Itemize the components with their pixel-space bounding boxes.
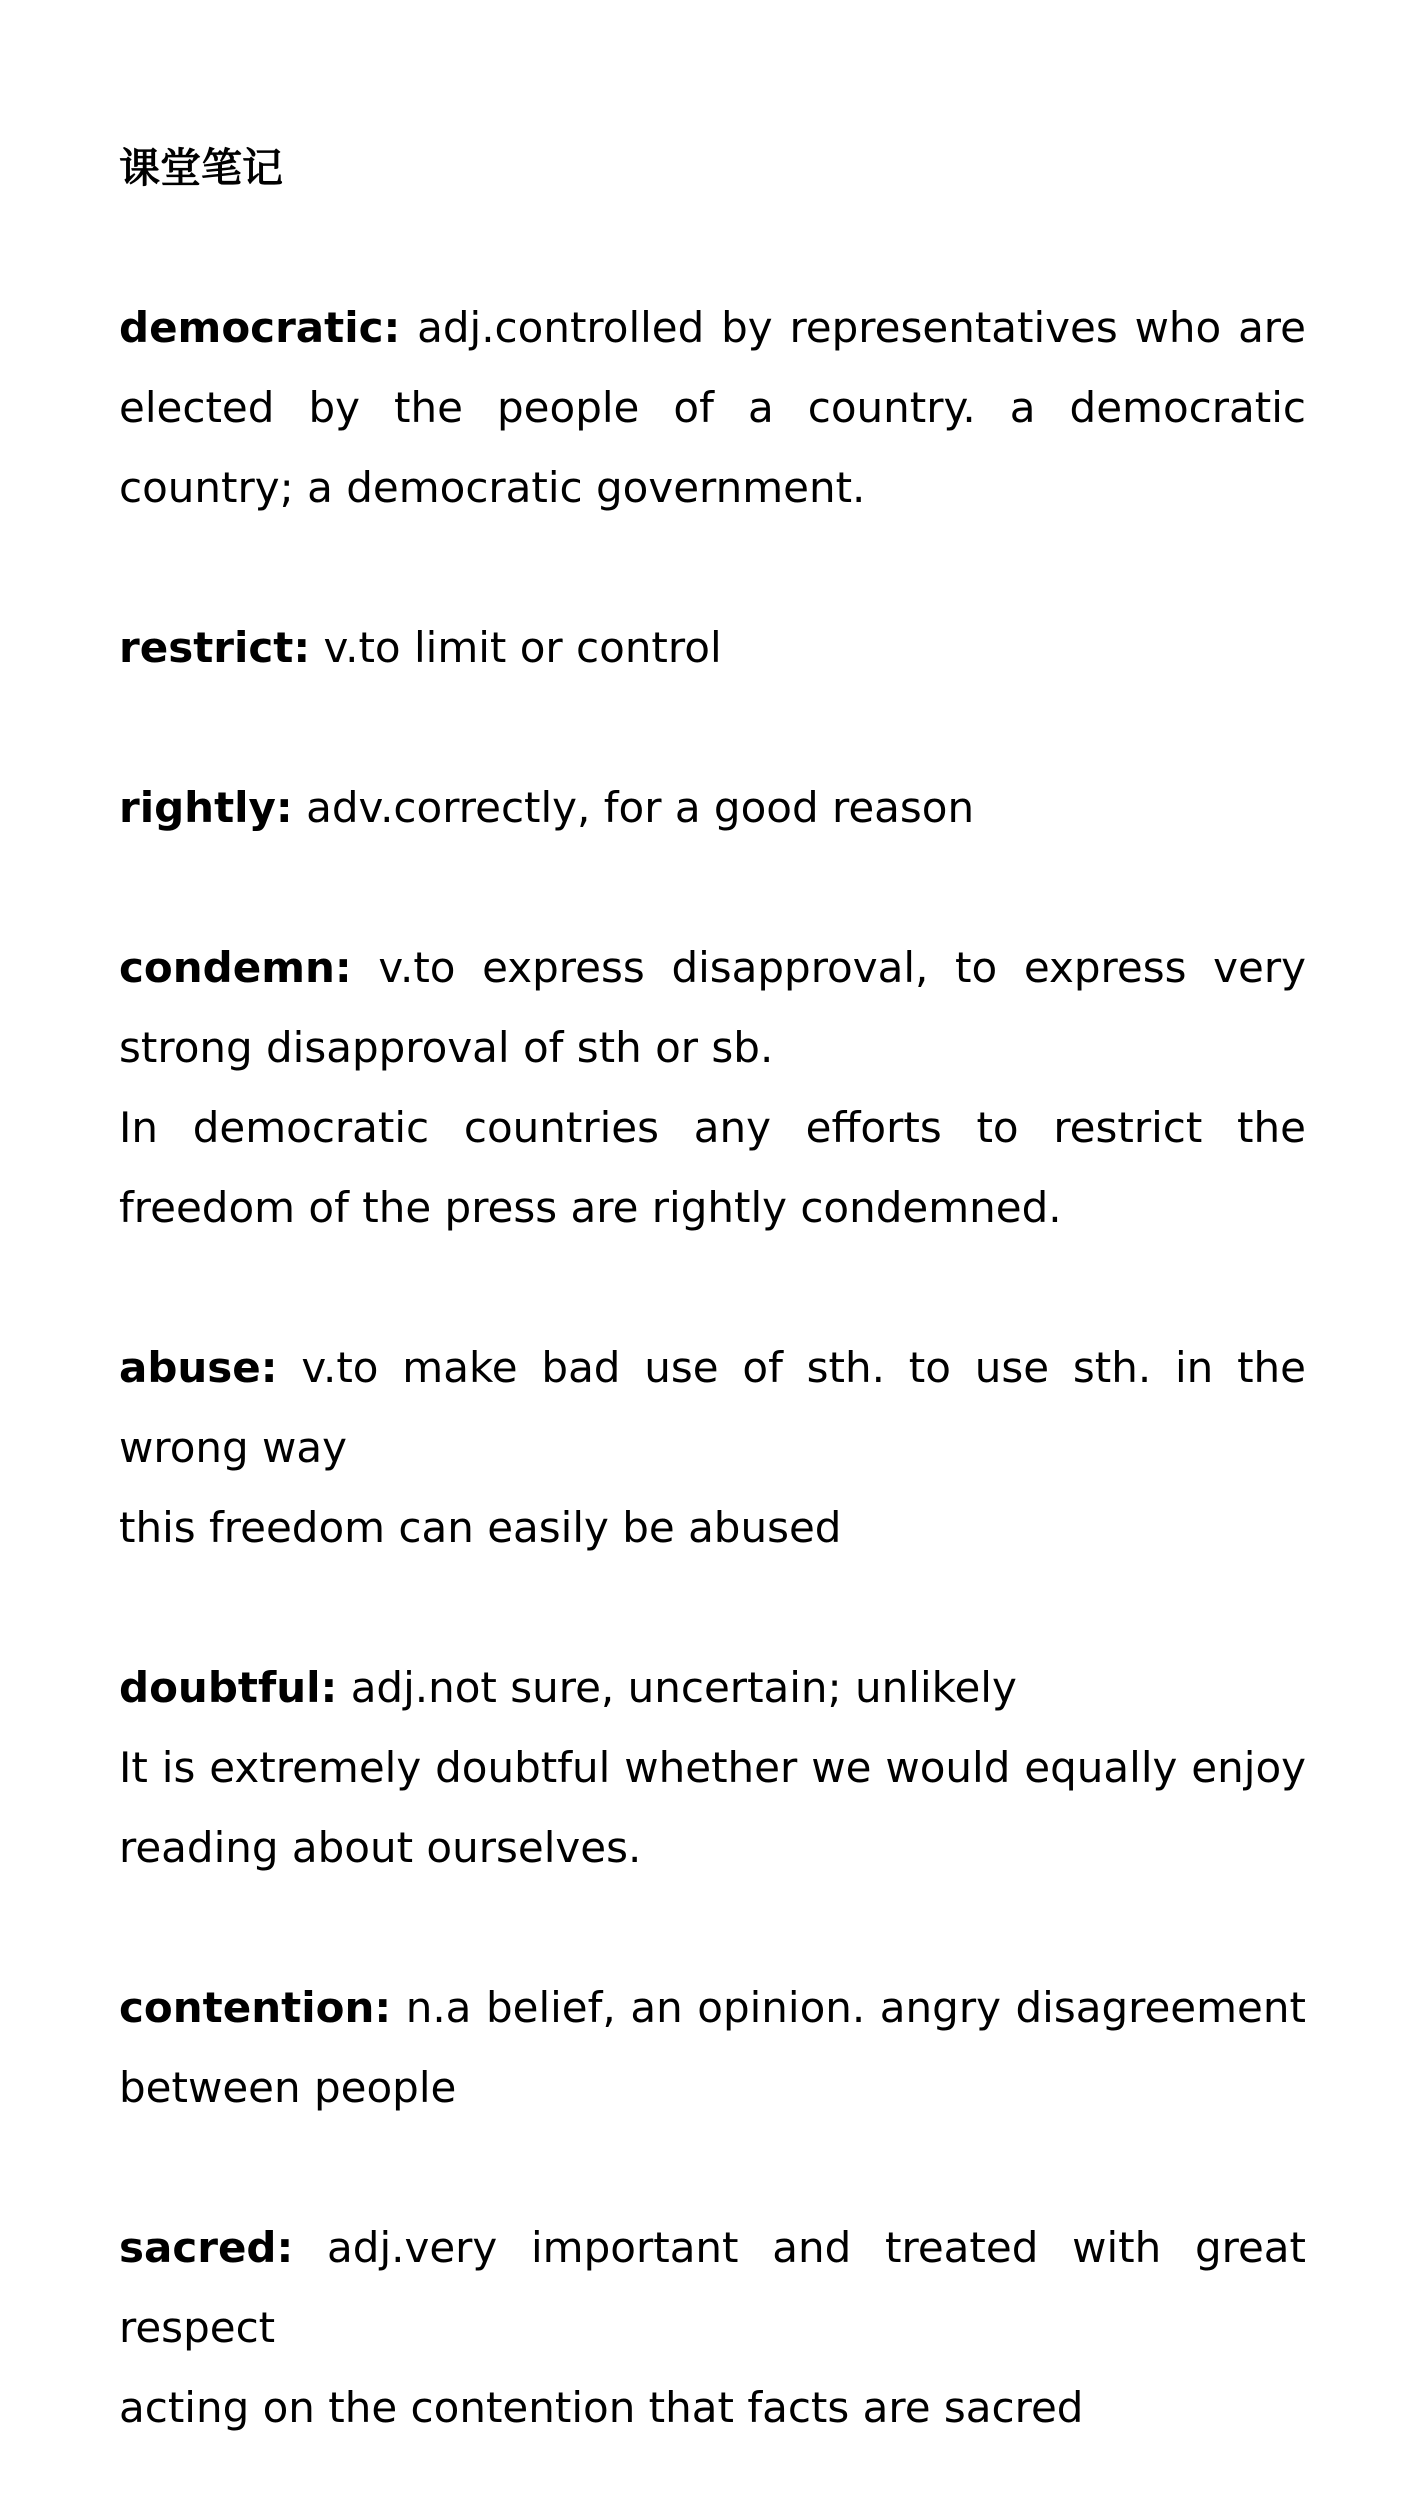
definition-paragraph — [119, 1648, 1306, 1728]
vocab-definition: v.to limit or control — [323, 623, 722, 672]
vocab-entry-restrict — [119, 608, 1306, 688]
vocab-definition: v.to make bad use of sth. to use sth. in the wrong way — [119, 1343, 1306, 1472]
vocab-entry-rightly — [119, 768, 1306, 848]
vocab-term: abuse: — [119, 1343, 278, 1392]
vocab-term: contention: — [119, 1983, 392, 2032]
vocab-definition: v.to express disapproval, to express very strong disapproval of sth or sb. — [119, 943, 1306, 1072]
vocab-term: sacred: — [119, 2223, 294, 2272]
vocab-term: doubtful: — [119, 1663, 338, 1712]
vocab-term: restrict: — [119, 623, 311, 672]
example-sentence: this freedom can easily be abused — [119, 1503, 842, 1552]
vocab-term: rightly: — [119, 783, 293, 832]
vocab-entry-condemn — [119, 928, 1306, 1248]
page-title: 课堂笔记 — [119, 144, 283, 192]
definition-paragraph — [119, 1968, 1306, 2128]
vocab-entry-abuse — [119, 1328, 1306, 1568]
vocab-term: democratic: — [119, 303, 401, 352]
vocab-definition: adv.correctly, for a good reason — [306, 783, 975, 832]
vocab-definition: adj.not sure, uncertain; unlikely — [350, 1663, 1017, 1712]
vocab-entry-contention — [119, 1968, 1306, 2128]
definition-paragraph — [119, 608, 1306, 688]
vocab-definition: n.a belief, an opinion. angry disagreement between people — [119, 1983, 1306, 2112]
vocab-definition: adj.controlled by representatives who are elected by the people of a country. a democratic country; a democratic government. — [119, 303, 1306, 512]
definition-paragraph — [119, 1328, 1306, 1488]
example-sentence: It is extremely doubtful whether we would equally enjoy reading about ourselves. — [119, 1743, 1306, 1872]
definition-paragraph — [119, 928, 1306, 1088]
vocab-definition: adj.very important and treated with great respect — [119, 2223, 1306, 2352]
vocab-entry-democratic — [119, 288, 1306, 528]
definition-paragraph — [119, 768, 1306, 848]
vocab-term: condemn: — [119, 943, 352, 992]
example-sentence: In democratic countries any efforts to restrict the freedom of the press are rightly condemned. — [119, 1103, 1306, 1232]
definition-paragraph — [119, 288, 1306, 528]
vocab-entry-doubtful — [119, 1648, 1306, 1888]
vocab-entry-sacred — [119, 2208, 1306, 2448]
definition-paragraph — [119, 2208, 1306, 2368]
example-sentence: acting on the contention that facts are sacred — [119, 2383, 1084, 2432]
